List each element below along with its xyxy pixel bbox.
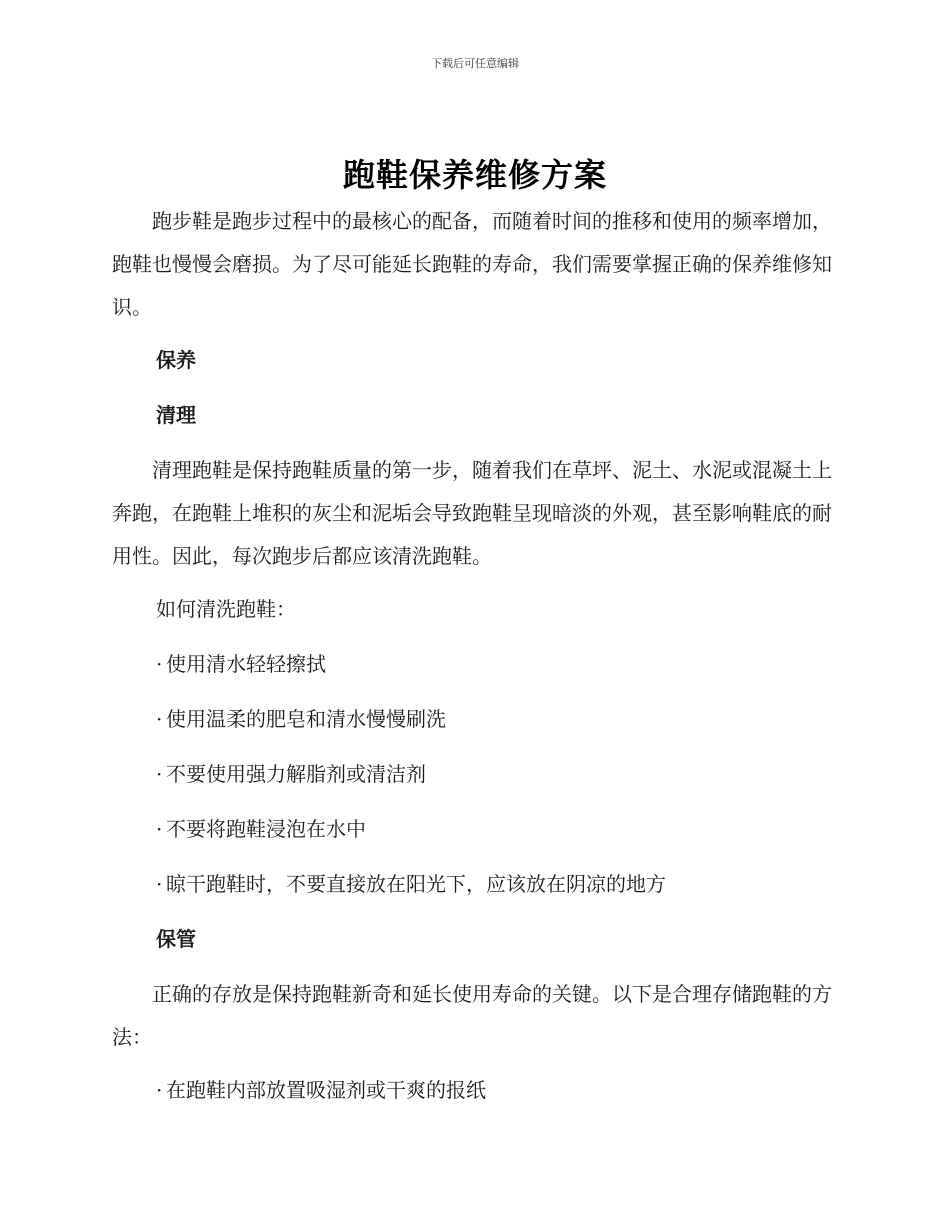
list-item-text: 不要将跑鞋浸泡在水中 [166, 817, 366, 841]
document-title: 跑鞋保养维修方案 [342, 156, 607, 194]
bullet-marker: · [156, 872, 163, 896]
cleaning-how-to: 如何清洗跑鞋： [156, 597, 296, 621]
list-item-text: 使用温柔的肥皂和清水慢慢刷洗 [166, 707, 446, 731]
list-item [112, 698, 832, 741]
list-item-text: 不要使用强力解脂剂或清洁剂 [166, 762, 426, 786]
list-item-text: 使用清水轻轻擦拭 [166, 652, 326, 676]
list-item [112, 643, 832, 686]
list-item [112, 753, 832, 796]
storage-paragraph: 正确的存放是保持跑鞋新奇和延长使用寿命的关键。以下是合理存储跑鞋的方法： [112, 982, 832, 1049]
list-item [112, 863, 832, 906]
bullet-marker: · [156, 1078, 163, 1102]
list-item [112, 1069, 832, 1112]
document-body [112, 200, 832, 1124]
header-note: 下载后可任意编辑 [431, 57, 519, 70]
list-item-text: 在跑鞋内部放置吸湿剂或干爽的报纸 [166, 1078, 486, 1102]
section-heading-maintenance: 保养 [156, 348, 196, 372]
list-item-text: 晾干跑鞋时，不要直接放在阳光下，应该放在阴凉的地方 [166, 872, 666, 896]
bullet-marker: · [156, 817, 163, 841]
list-item [112, 808, 832, 851]
subheading-cleaning: 清理 [156, 403, 196, 427]
intro-paragraph: 跑步鞋是跑步过程中的最核心的配备，而随着时间的推移和使用的频率增加，跑鞋也慢慢会磨损。为了尽可能延长跑鞋的寿命，我们需要掌握正确的保养维修知识。 [112, 209, 832, 319]
bullet-marker: · [156, 652, 163, 676]
bullet-marker: · [156, 762, 163, 786]
subheading-storage: 保管 [156, 927, 196, 951]
bullet-marker: · [156, 707, 163, 731]
cleaning-paragraph: 清理跑鞋是保持跑鞋质量的第一步，随着我们在草坪、泥土、水泥或混凝土上奔跑，在跑鞋上堆积的灰尘和泥垢会导致跑鞋呈现暗淡的外观，甚至影响鞋底的耐用性。因此，每次跑步后都应该清洗跑鞋。 [112, 458, 832, 568]
